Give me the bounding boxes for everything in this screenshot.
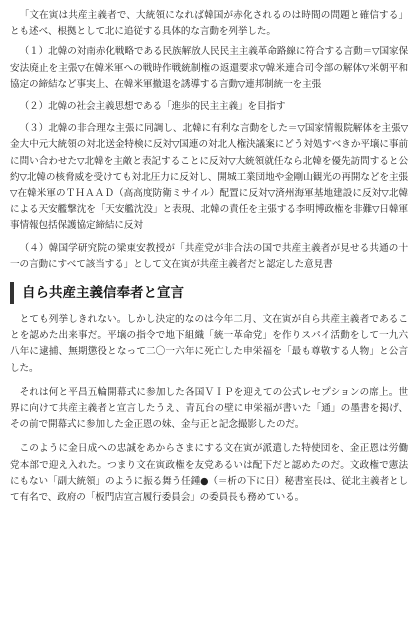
- list-item: （１）北韓の対南赤化戦略である民族解放人民民主主義革命路線に符合する言動＝▽国家保安法廃止を主張▽在韓米軍への戦時作戦統制権の返還要求▽韓米連合司令部の解体▽米朝平和協定の締結など事実上、在韓米軍撤退を誘導する言動▽連邦制統一を主張: [10, 46, 408, 90]
- intro-quote: 「文在寅は共産主義者で、大統領になれば韓国が赤化されるのは時間の問題と確信する」とも述べ、根拠として北に追従する具体的な言動を列挙した。: [10, 10, 408, 38]
- evidence-list: [10, 44, 408, 273]
- section-heading: 自ら共産主義信奉者と宣言: [10, 282, 408, 304]
- list-item: （４）韓国学研究院の梁東安教授が「共産党が非合法の国で共産主義者が見せる共通の十一の言動にすべて該当する」として文在寅が共産主義者だと認定した意見書: [10, 242, 408, 270]
- body-paragraph: このように金日成への忠誠をあからさまにする文在寅が派遣した特使団を、金正恩は労働党本部で迎え入れた。つまり文在寅政権を友党あるいは配下だと認めたのだ。文政権で憲法にもない「副大統領」のように振る舞う任鍾●（＝析の下に日）秘書室長は、従北主義者として有名で、政府の「板門店宣言履行委員会」の委員長も務めている。: [10, 443, 408, 504]
- list-item: （３）北韓の非合理な主張に同調し、北韓に有利な言動をした＝▽国家情報院解体を主張▽金大中元大統領の対北送金特検に反対▽国連の対北人権決議案にどう対処すべきか平壌に事前に問い合わせた▽北韓を主敵と表記することに反対▽大統領就任なら北韓を優先訪問すると公約▽北韓の核脅威を受けても対北圧力に反対し、開城工業団地や金剛山観光の再開などを主張▽在韓米軍のＴＨＡＡＤ（高高度防衛ミサイル）配置に反対▽済州海軍基地建設に反対▽北韓による天安艦撃沈を「天安艦沈没」と表現、北韓の責任を主張する李明博政権を非難▽日韓軍事情報包括保護協定締結に反対: [10, 123, 408, 232]
- body-paragraph: それは何と平昌五輪開幕式に参加した各国ＶＩＰを迎えての公式レセプションの席上。世界に向けて共産主義者と宣言したうえ、青瓦台の壁に申栄福が書いた「通」の墨書を掲げ、その前で開幕式に参加した金正恩の妹、金与正と記念撮影したのだ。: [10, 386, 408, 431]
- list-item: （２）北韓の社会主義思想である「進歩的民主主義」を目指す: [19, 101, 286, 113]
- body-paragraph: とても列挙しきれない。しかし決定的なのは今年二月、文在寅が自ら共産主義者であることを認めた出来事だ。平壌の指令で地下組織「統一革命党」を作りスパイ活動をして一九六八年に逮捕、無期懲役となって二〇一六年に死亡した申栄福を「最も尊敬する人物」と公言した。: [10, 314, 408, 374]
